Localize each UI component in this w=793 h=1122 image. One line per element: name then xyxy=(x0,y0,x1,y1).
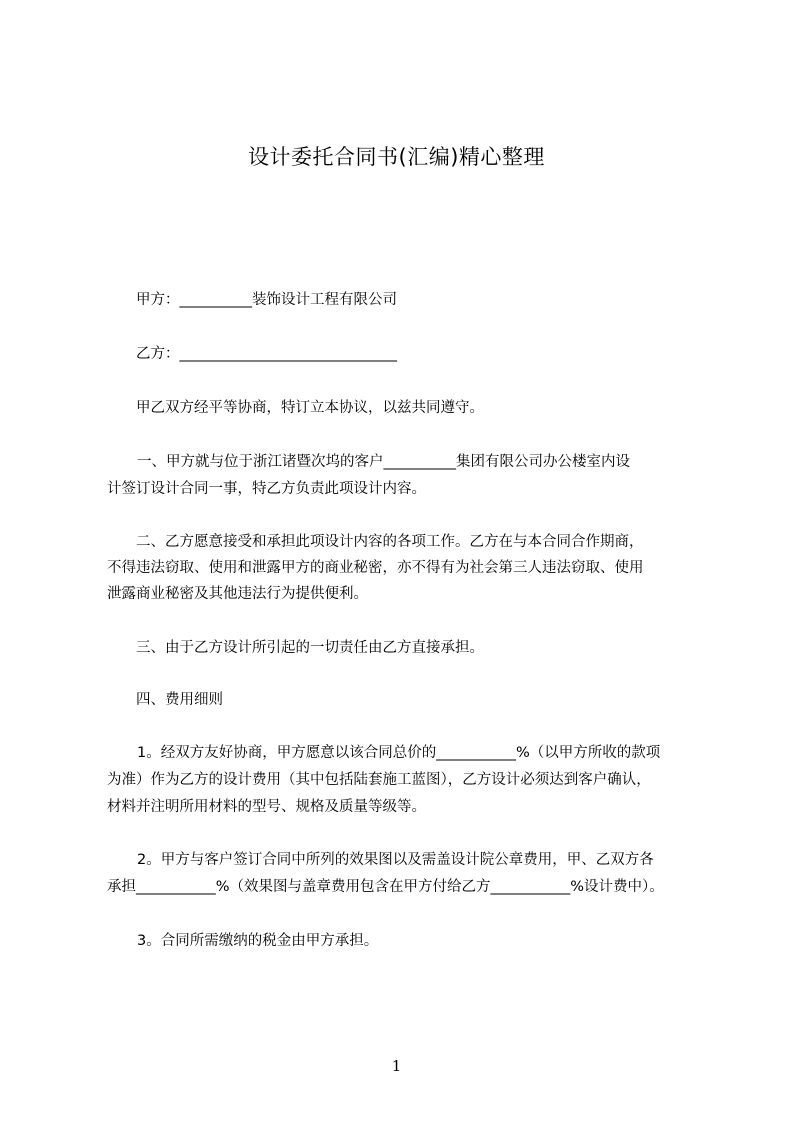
clause-1-line-1: 一、甲方就与位于浙江诸暨次坞的客户__________集团有限公司办公楼室内设 xyxy=(137,454,630,470)
document-title: 设计委托合同书(汇编)精心整理 xyxy=(248,145,545,169)
page-number: 1 xyxy=(391,1057,402,1075)
fee-3-paragraph: 3。合同所需缴纳的税金由甲方承担。 xyxy=(137,933,379,949)
fee-2-line-2: 承担___________%（效果图与盖章费用包含在甲方付给乙方___________%设计费中）。 xyxy=(107,879,664,895)
fee-1-line-1: 1。经双方友好协商，甲方愿意以该合同总价的___________%（以甲方所收的款项 xyxy=(137,745,661,761)
clause-3-paragraph: 三、由于乙方设计所引起的一切责任由乙方直接承担。 xyxy=(136,640,484,656)
fee-1-line-3: 材料并注明所用材料的型号、规格及质量等级等。 xyxy=(107,799,426,815)
clause-2-line-2: 不得违法窃取、使用和泄露甲方的商业秘密，亦不得有为社会第三人违法窃取、使用 xyxy=(107,560,644,576)
clause-1-line-2: 计签订设计合同一事，特乙方负责此项设计内容。 xyxy=(107,481,426,497)
clause-2-line-1: 二、乙方愿意接受和承担此项设计内容的各项工作。乙方在与本合同合作期商， xyxy=(136,534,644,550)
intro-paragraph: 甲乙双方经平等协商，特订立本协议，以兹共同遵守。 xyxy=(136,400,484,416)
party-a-line: 甲方：__________装饰设计工程有限公司 xyxy=(136,292,397,308)
fee-2-line-1: 2。甲方与客户签订合同中所列的效果图以及需盖设计院公章费用，甲、乙双方各 xyxy=(137,852,654,868)
clause-4-heading: 四、费用细则 xyxy=(136,692,223,708)
clause-2-line-3: 泄露商业秘密及其他违法行为提供便利。 xyxy=(107,586,368,602)
fee-1-line-2: 为准）作为乙方的设计费用（其中包括陆套施工蓝图），乙方设计必须达到客户确认， xyxy=(107,772,651,788)
party-b-line: 乙方：______________________________ xyxy=(136,346,397,362)
